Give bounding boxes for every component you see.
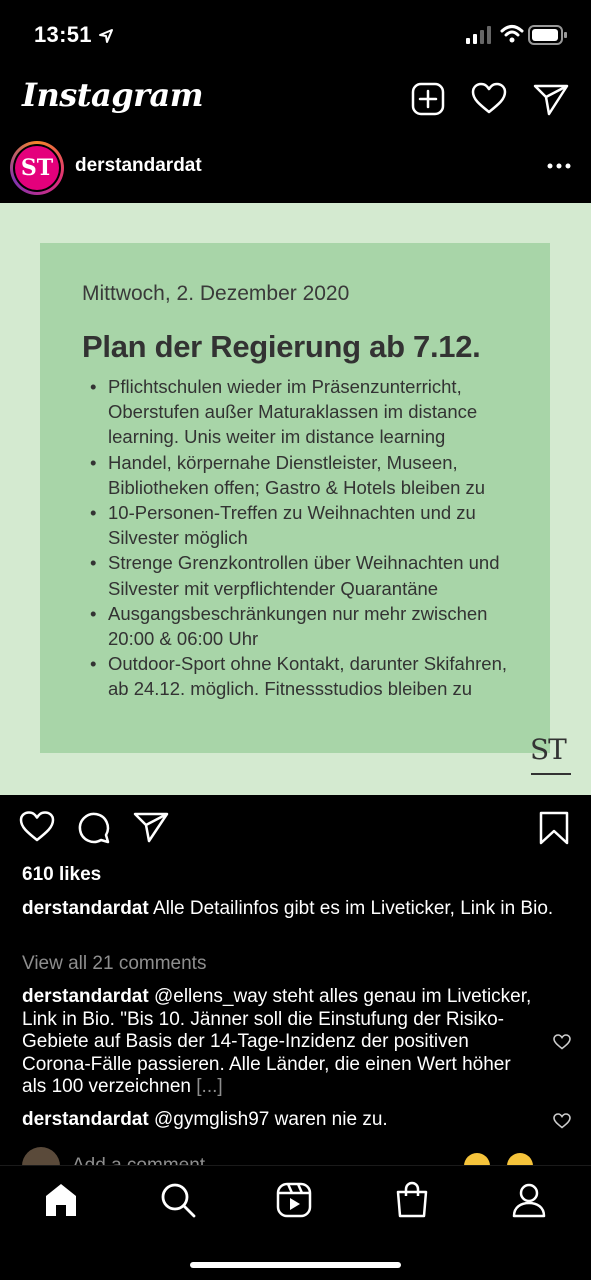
comment-text: @ellens_way steht alles genau im Liveticker, Link in Bio. "Bis 10. Jänner soll die Einstufung der Risiko-Gebiete auf Basis der 14-Tage-Inzidenz der positiven Corona-Fälle passieren. Alle Länder, die einen Wert höher als 100 verzeichnen xyxy=(22,986,532,1098)
avatar-logo: ST xyxy=(15,146,59,190)
list-item: • Handel, körpernahe Dienstleister, Museen, Bibliotheken offen; Gastro & Hotels bleiben zu xyxy=(82,450,522,500)
bookmark-icon[interactable] xyxy=(539,811,569,845)
status-bar xyxy=(0,0,591,70)
status-time: 13:51 xyxy=(34,22,92,47)
list-item: • Ausgangsbeschränkungen nur mehr zwischen 20:00 & 06:00 Uhr xyxy=(82,601,522,651)
comment xyxy=(22,1109,532,1132)
shop-icon[interactable] xyxy=(395,1182,429,1218)
post-image[interactable] xyxy=(0,203,591,795)
post-username[interactable]: derstandardat xyxy=(75,155,202,176)
comment-text: @gymglish97 waren nie zu. xyxy=(153,1109,388,1130)
home-indicator[interactable] xyxy=(190,1262,401,1268)
wifi-icon xyxy=(500,24,524,44)
card-date: Mittwoch, 2. Dezember 2020 xyxy=(82,282,350,305)
add-comment-row xyxy=(0,1145,591,1165)
comment-more-link[interactable]: [...] xyxy=(196,1076,223,1098)
avatar[interactable] xyxy=(10,141,64,195)
list-item: • Outdoor-Sport ohne Kontakt, darunter Skifahren, ab 24.12. möglich. Fitnessstudios bleiben zu xyxy=(82,651,522,701)
reels-icon[interactable] xyxy=(276,1182,312,1218)
more-options-icon[interactable] xyxy=(547,163,571,169)
card-bullet-list xyxy=(82,374,522,702)
cellular-signal-icon xyxy=(466,26,492,44)
post-caption xyxy=(22,897,567,920)
comment xyxy=(22,986,532,1099)
list-item: • Pflichtschulen wieder im Präsenzunterricht, Oberstufen außer Maturaklassen im distance learning. Unis weiter im distance learning xyxy=(82,374,522,450)
view-all-comments-link[interactable]: View all 21 comments xyxy=(22,953,207,974)
info-card xyxy=(40,243,550,753)
activity-heart-icon[interactable] xyxy=(471,82,507,116)
instagram-logo: Instagram xyxy=(22,76,204,114)
post-header xyxy=(0,133,591,203)
search-icon[interactable] xyxy=(160,1182,196,1218)
logo-underline xyxy=(531,773,571,775)
list-item: • 10-Personen-Treffen zu Weihnachten und zu Silvester möglich xyxy=(82,500,522,550)
location-arrow-icon xyxy=(98,28,114,44)
new-post-icon[interactable] xyxy=(411,82,445,116)
post-actions xyxy=(0,795,591,857)
comment-icon[interactable] xyxy=(77,811,111,845)
like-heart-icon[interactable] xyxy=(19,811,55,843)
comment-username[interactable]: derstandardat xyxy=(22,986,149,1007)
direct-message-icon[interactable] xyxy=(533,82,569,116)
home-icon[interactable] xyxy=(43,1182,79,1218)
profile-icon[interactable] xyxy=(511,1182,547,1218)
share-icon[interactable] xyxy=(133,811,169,843)
like-count[interactable]: 610 likes xyxy=(22,864,102,885)
list-item: • Strenge Grenzkontrollen über Weihnachten und Silvester mit verpflichtender Quarantäne xyxy=(82,550,522,600)
comment-username[interactable]: derstandardat xyxy=(22,1109,149,1130)
battery-icon xyxy=(528,25,568,45)
standard-logo: ST xyxy=(530,733,566,766)
comment-like-icon[interactable] xyxy=(553,1113,571,1129)
app-header xyxy=(0,70,591,132)
caption-username[interactable]: derstandardat xyxy=(22,898,149,919)
card-title: Plan der Regierung ab 7.12. xyxy=(82,329,481,364)
comment-like-icon[interactable] xyxy=(553,1034,571,1050)
caption-text: Alle Detailinfos gibt es im Liveticker, Link in Bio. xyxy=(152,898,554,919)
